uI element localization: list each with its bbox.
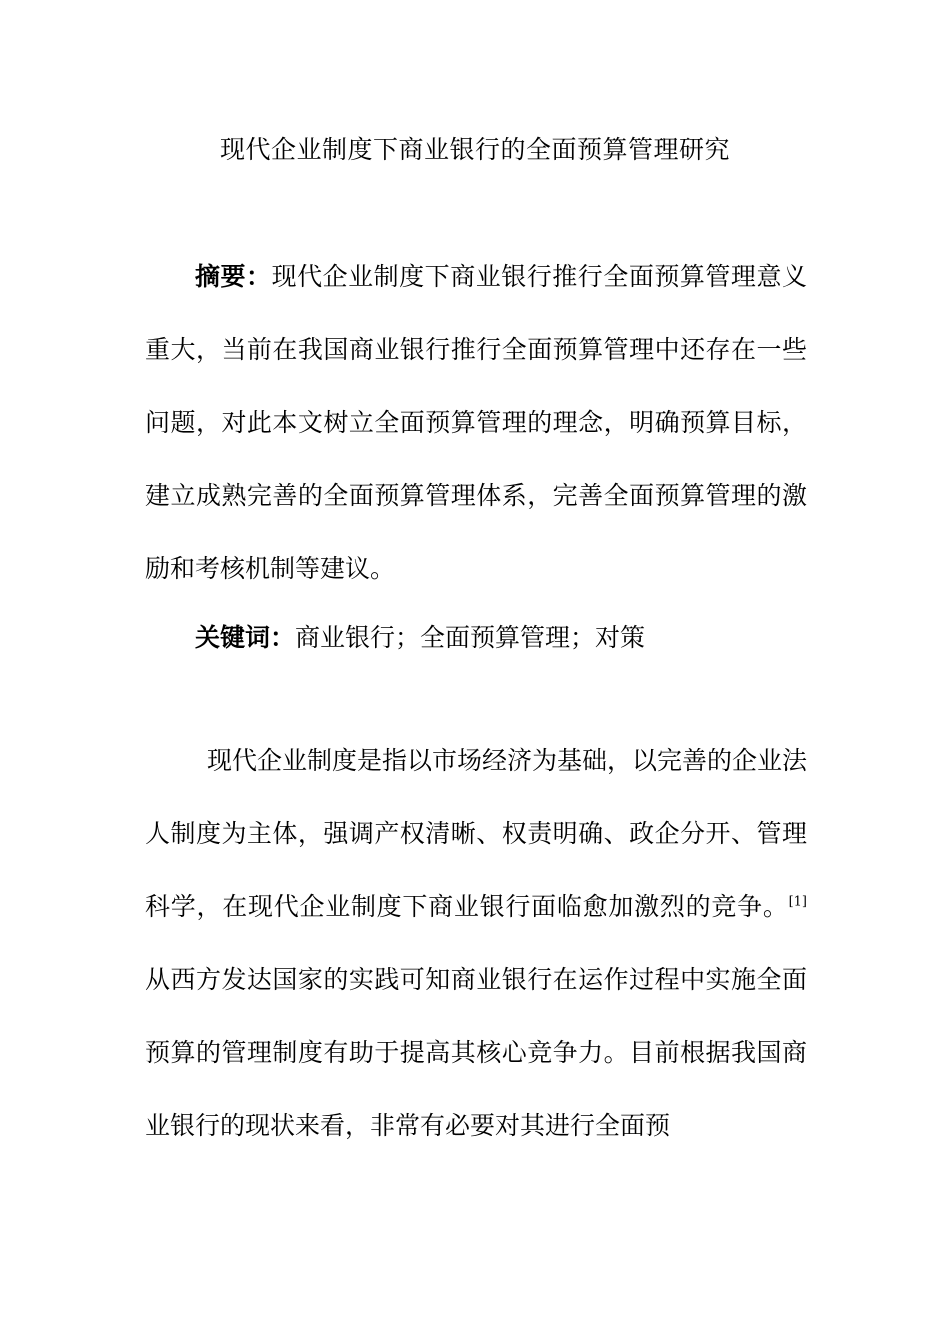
body-text-part-2: 从西方发达国家的实践可知商业银行在运作过程中实施全面预算的管理制度有助于提高其核心竞争力。目前根据我国商业银行的现状来看，非常有必要对其进行全面预	[145, 965, 807, 1140]
abstract-label: 摘要：	[195, 262, 272, 291]
citation-marker[interactable]: [1]	[788, 894, 807, 910]
paper-title: 现代企业制度下商业银行的全面预算管理研究	[219, 135, 730, 164]
abstract-paragraph	[145, 240, 807, 605]
body-text-part-1: 现代企业制度是指以市场经济为基础，以完善的企业法人制度为主体，强调产权清晰、权责明确、政企分开、管理科学，在现代企业制度下商业银行面临愈加激烈的竞争。	[145, 746, 808, 921]
keywords-line	[195, 620, 645, 656]
keywords-label: 关键词：	[195, 623, 296, 652]
abstract-text: 现代企业制度下商业银行推行全面预算管理意义重大，当前在我国商业银行推行全面预算管理中还存在一些问题，对此本文树立全面预算管理的理念，明确预算目标，建立成熟完善的全面预算管理体系，完善全面预算管理的激励和考核机制等建议。	[145, 262, 807, 583]
keywords-text: 商业银行；全面预算管理；对策	[295, 623, 646, 652]
body-paragraph	[145, 724, 807, 1162]
